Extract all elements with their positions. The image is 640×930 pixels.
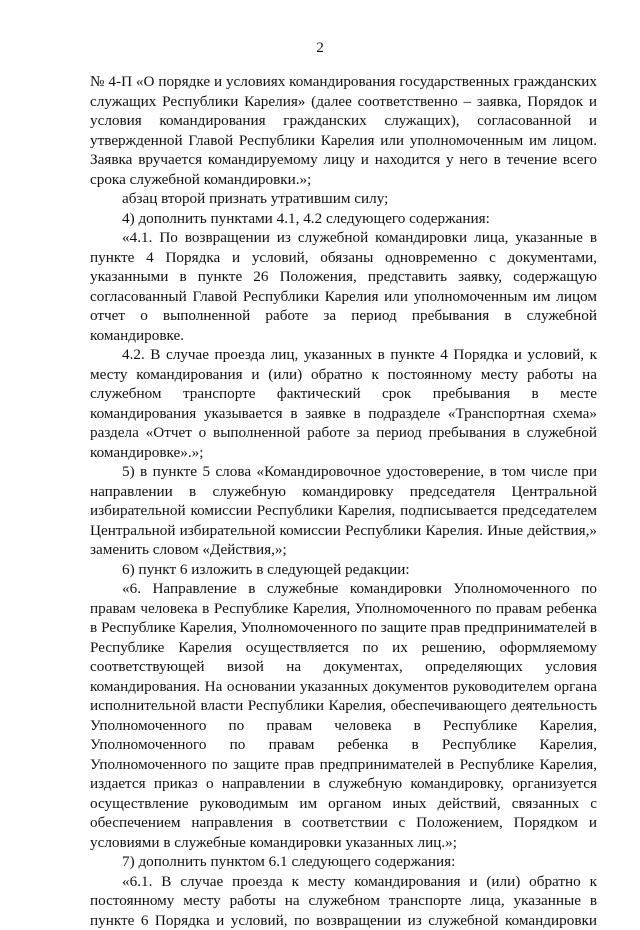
paragraph-4-1: «4.1. По возвращении из служебной командировки лица, указанные в пункте 4 Порядка и условий, обязаны одновременно с документами, указанными в пункте 26 Положения, представить заявку, содержащую согласованный Главой Республики Карелия или уполномоченным им лицом отчет о выполненной работе за период пребывания в служебной командировке. <box>90 228 597 345</box>
paragraph-6-1: «6.1. В случае проезда к месту командирования и (или) обратно к постоянному месту работы на служебном транспорте лица, указанные в пункте 6 Порядка и условий, по возвращении из служебной командировки <box>90 872 597 930</box>
paragraph-6: «6. Направление в служебные командировки Уполномоченного по правам человека в Республике Карелия, Уполномоченного по правам ребенка в Республике Карелия, Уполномоченного по защите прав предпринимателей в Республике Карелия осуществляется по их решению, оформляемому соответствующей визой на документах, определяющих условия командирования. На основании указанных документов руководителем органа исполнительной власти Республики Карелия, обеспечивающего деятельность Уполномоченного по правам человека в Республике Карелия, Уполномоченного по правам ребенка в Республике Карелия, Уполномоченного по защите прав предпринимателей в Республике Карелия, издается приказ о направлении в служебную командировку, организуется осуществление руководимым им органом иных действий, связанных с обеспечением направления в соответствии с Положением, Порядком и условиями в служебные командировки указанных лиц.»; <box>90 579 597 852</box>
paragraph-item-7: 7) дополнить пунктом 6.1 следующего содержания: <box>90 852 597 872</box>
paragraph-item-5: 5) в пункте 5 слова «Командировочное удостоверение, в том числе при направлении в служебную командировку председателя Центральной избирательной комиссии Республики Карелия, подписывается председателем Центральной избирательной комиссии Республики Карелия. Иные действия,» заменить словом «Действия,»; <box>90 462 597 560</box>
paragraph-item-6: 6) пункт 6 изложить в следующей редакции: <box>90 560 597 580</box>
paragraph-4-2: 4.2. В случае проезда лиц, указанных в пункте 4 Порядка и условий, к месту командирования и (или) обратно к постоянному месту работы на служебном транспорте фактический срок пребывания в месте командирования указывается в заявке в подразделе «Транспортная схема» раздела «Отчет о выполненной работе за период пребывания в служебной командировке».»; <box>90 345 597 462</box>
paragraph-item-4: 4) дополнить пунктами 4.1, 4.2 следующего содержания: <box>90 209 597 229</box>
page-number: 2 <box>0 38 640 58</box>
paragraph-second-clause: абзац второй признать утратившим силу; <box>90 189 597 209</box>
document-body <box>90 72 597 930</box>
paragraph-continuation: № 4-П «О порядке и условиях командирования государственных гражданских служащих Республики Карелия» (далее соответственно – заявка, Порядок и условия командирования гражданских служащих), согласованной и утвержденной Главой Республики Карелия или уполномоченным им лицом. Заявка вручается командируемому лицу и находится у него в течение всего срока служебной командировки.»; <box>90 72 597 189</box>
